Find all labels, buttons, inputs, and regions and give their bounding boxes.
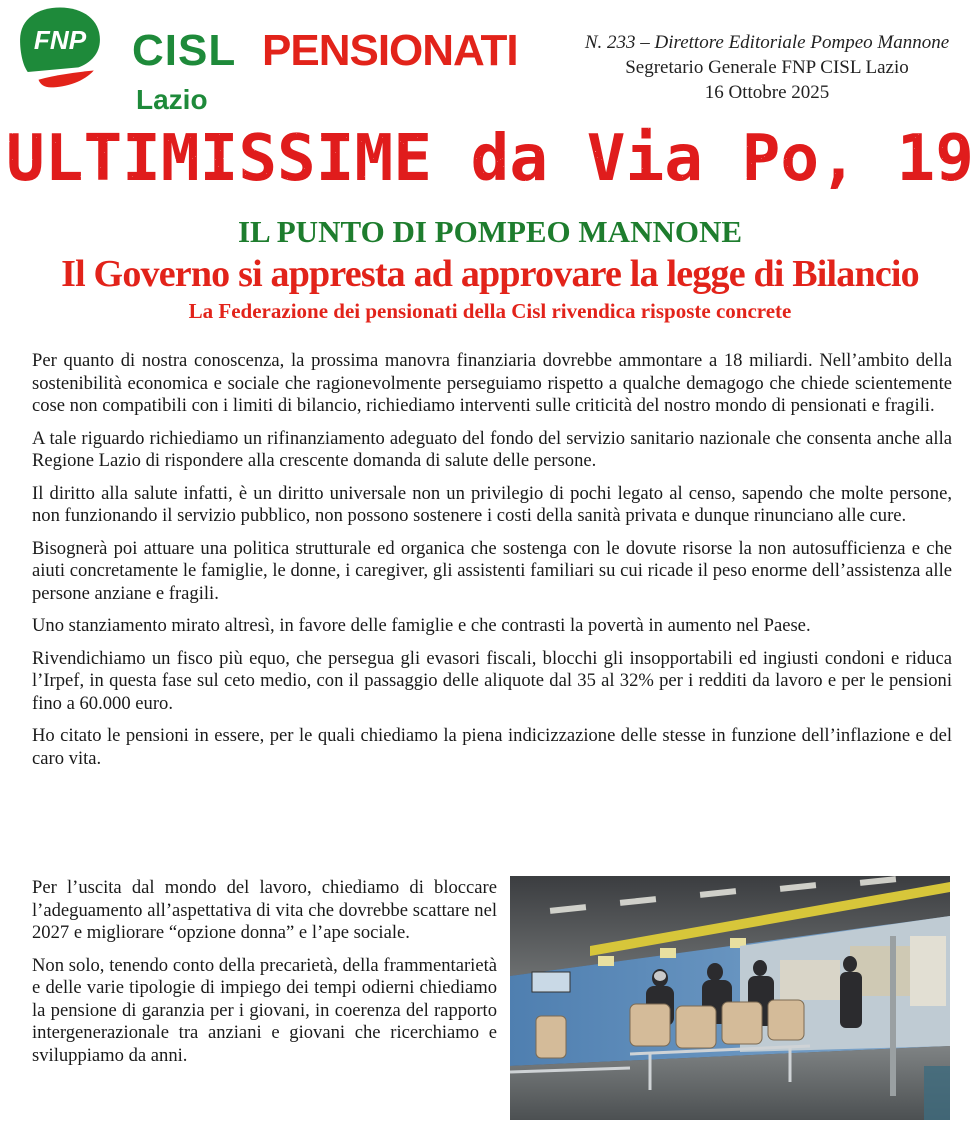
editor-role: Segretario Generale FNP CISL Lazio: [625, 57, 909, 78]
paragraph: Rivendichiamo un fisco più equo, che persegua gli evasori fiscali, blocchi gli insopportabili ed ingiusti condoni e riduca l’Irpef, in questa fase sul ceto medio, con il passaggio delle aliquote dal 35 al 32% per i redditi da lavoro e per le pensioni fino a 60.000 euro.: [32, 647, 952, 714]
section-title: IL PUNTO DI POMPEO MANNONE: [237, 214, 743, 249]
masthead-text: ULTIMISSIME da Via Po, 19: [6, 122, 975, 194]
cisl-logo-text: CISL: [132, 26, 237, 75]
fnp-logo-text: FNP: [33, 25, 87, 55]
article-subheadline: La Federazione dei pensionati della Cisl rivendica risposte concrete: [188, 299, 792, 323]
paragraph: Il diritto alla salute infatti, è un diritto universale non un privilegio di pochi legato al censo, sapendo che molte persone, non funzionando il servizio pubblico, non possono sostenere i costi della sanità privata e dunque rinunciano alle cure.: [32, 482, 952, 526]
paragraph: Bisognerà poi attuare una politica strutturale ed organica che sostenga con le dovute risorse la non autosufficienza e che aiuti concretamente le famiglie, le donne, i caregiver, gli assistenti familiari su cui ricade il peso enorme dell’assistenza alle persone anziane e fragili.: [32, 537, 952, 604]
lazio-logo-text: Lazio: [136, 84, 208, 115]
paragraph: Per l’uscita dal mondo del lavoro, chiediamo di bloccare l’adeguamento all’aspettativa di vita che dovrebbe scattare nel 2027 e migliorare “opzione donna” e l’ape sociale.: [32, 877, 497, 943]
paragraph: Uno stanziamento mirato altresì, in favore delle famiglie e che contrasti la povertà in aumento nel Paese.: [32, 615, 811, 636]
masthead-title: [0, 118, 980, 194]
article-headline: Il Governo si appresta ad approvare la legge di Bilancio: [61, 253, 919, 295]
article-body: [32, 350, 952, 780]
paragraph: Ho citato le pensioni in essere, per le quali chiediamo la piena indicizzazione delle stesse in funzione dell’inflazione e del caro vita.: [32, 725, 952, 769]
paragraph: A tale riguardo richiediamo un rifinanziamento adeguato del fondo del servizio sanitario nazionale che consenta anche alla Regione Lazio di rispondere alla crescente domanda di salute delle persone.: [32, 427, 952, 471]
issue-date: 16 Ottobre 2025: [704, 82, 830, 103]
issue-line: N. 233 – Direttore Editoriale Pompeo Mannone: [584, 32, 950, 53]
paragraph: Non solo, tenendo conto della precarietà, della frammentarietà e delle varie tipologie di impiego dei tempi odierni chiediamo la pensione di garanzia per i giovani, in coerenza del rapporto intergenerazionale tra anziani e giovani che ricerchiamo e sviluppiamo da anni.: [32, 954, 497, 1066]
pensionati-logo-text: PENSIONATI: [262, 26, 518, 75]
fnp-cisl-pensionati-logo: [4, 6, 544, 124]
waiting-room-photo: [510, 876, 950, 1120]
article-column: [32, 877, 497, 1077]
issue-info: [560, 30, 974, 105]
fnp-logo-mark: [4, 6, 116, 92]
paragraph: Per quanto di nostra conoscenza, la prossima manovra finanziaria dovrebbe ammontare a 18 miliardi. Nell’ambito della sostenibilità economica e sociale che ragionevolmente perseguiamo rispetto a qualche demagogo che chiede scientemente cose non compatibili con i limiti di bilancio, richiediamo interventi sulle criticità del nostro mondo di pensionati e fragili.: [32, 350, 952, 416]
